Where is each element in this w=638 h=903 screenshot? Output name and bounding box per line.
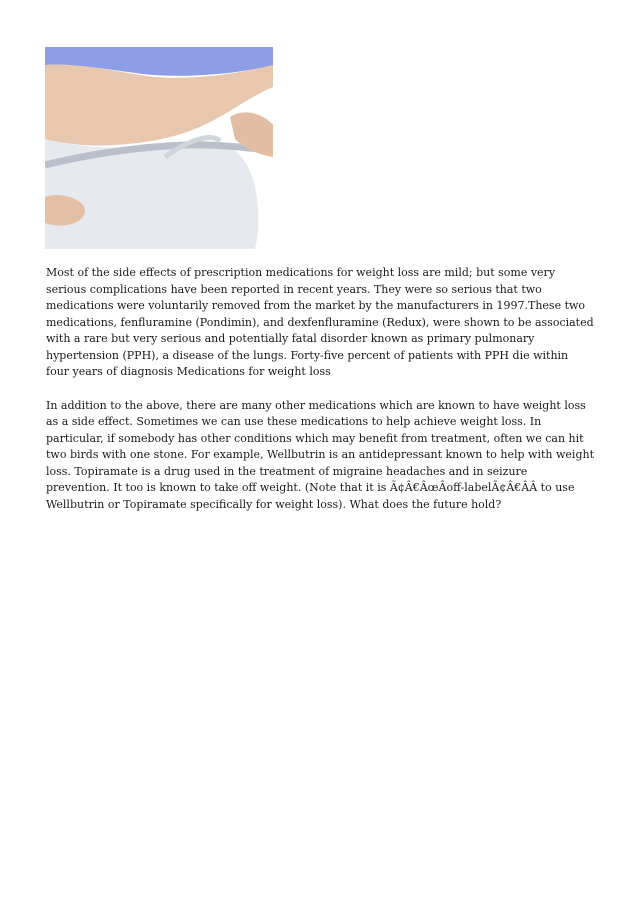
weight-loss-photo — [45, 47, 273, 249]
paragraph: Most of the side effects of prescription medications for weight loss are mild; but some very serious complications have been reported in recent years. They were so serious that two medications were voluntarily removed from the market by the manufacturers in 1997.These two medications, fenfluramine (Pondimin), and dexfenfluramine (Redux), were shown to be associated with a rare but very serious and potentially fatal disorder known as primary pulmonary hypertension (PPH), a disease of the lungs. Forty-five percent of patients with PPH die within four years of diagnosis Medications for weight loss — [46, 266, 594, 378]
paragraph: In addition to the above, there are many other medications which are known to have weight loss as a side effect. Sometimes we can use these medications to help achieve weight loss. In particular, if somebody has other conditions which may benefit from treatment, often we can hit two birds with one stone. For example, Wellbutrin is an antidepressant known to help with weight loss. Topiramate is a drug used in the treatment of migraine headaches and in seizure prevention. It too is known to take off weight. (Note that it is Ã¢Â€ÂœÂoff-labelÃ¢Â€ÂÂ to use Wellbutrin or Topiramate specifically for weight loss). What does the future hold? — [46, 398, 594, 511]
article-body — [46, 265, 594, 530]
